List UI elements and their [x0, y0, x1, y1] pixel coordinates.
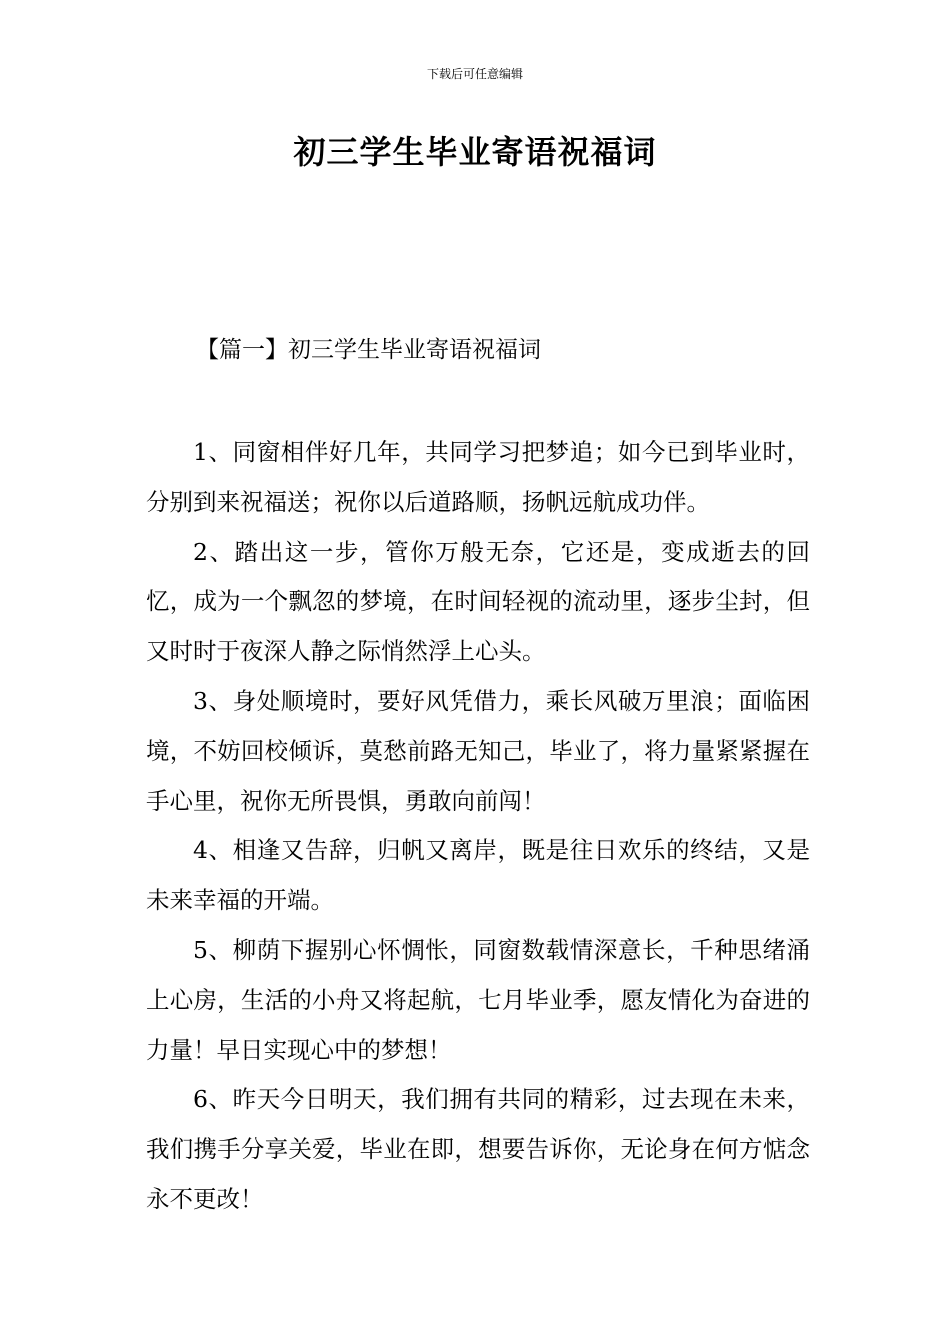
paragraph-1: 1、同窗相伴好几年，共同学习把梦追；如今已到毕业时，分别到来祝福送；祝你以后道路顺，扬帆远航成功伴。 [146, 438, 810, 516]
paragraph-2: 2、踏出这一步，管你万般无奈，它还是，变成逝去的回忆，成为一个飘忽的梦境，在时间轻视的流动里，逐步尘封，但又时时于夜深人静之际悄然浮上心头。 [146, 537, 810, 666]
section-heading: 【篇一】初三学生毕业寄语祝福词 [196, 337, 541, 363]
paragraph-6: 6、昨天今日明天，我们拥有共同的精彩，过去现在未来，我们携手分享关爱，毕业在即，想要告诉你，无论身在何方惦念永不更改！ [146, 1085, 810, 1213]
paragraph-3: 3、身处顺境时，要好风凭借力，乘长风破万里浪；面临困境，不妨回校倾诉，莫愁前路无知己，毕业了，将力量紧紧握在手心里，祝你无所畏惧，勇敢向前闯！ [146, 686, 810, 815]
header-note: 下载后可任意编辑 [426, 67, 523, 81]
document-body [146, 428, 810, 1225]
document-title: 初三学生毕业寄语祝福词 [293, 133, 657, 171]
paragraph-4: 4、相逢又告辞，归帆又离岸，既是往日欢乐的终结，又是未来幸福的开端。 [146, 836, 810, 915]
paragraph-5: 5、柳荫下握别心怀惆怅，同窗数载情深意长，千种思绪涌上心房，生活的小舟又将起航，七月毕业季，愿友情化为奋进的力量！早日实现心中的梦想！ [146, 935, 810, 1064]
